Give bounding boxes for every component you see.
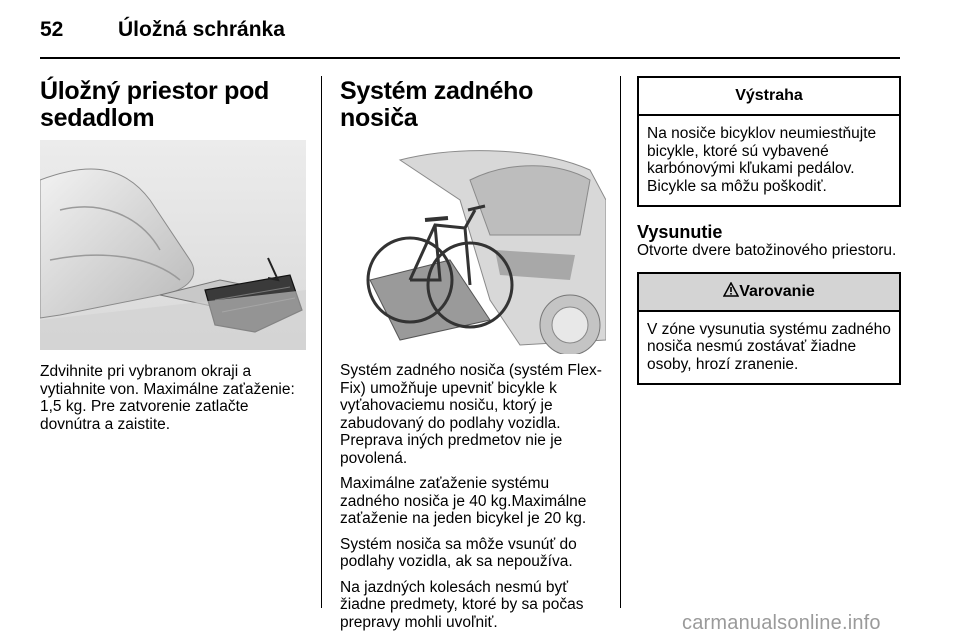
column-warnings (637, 76, 901, 385)
warning-box (637, 272, 901, 386)
chapter-title: Úložná schránka (118, 18, 285, 41)
header-rule (40, 57, 900, 59)
warning-header (639, 274, 899, 312)
column-divider-left (321, 76, 322, 608)
watermark-text: carmanualsonline.info (682, 612, 881, 634)
warning-triangle-icon (723, 282, 739, 297)
page-number: 52 (40, 18, 64, 41)
rear-bike-carrier-illustration (340, 140, 606, 354)
section-heading-rear-carrier: Systém zadného nosiča (340, 77, 534, 132)
caution-box (637, 76, 901, 207)
caution-title: Výstraha (639, 78, 899, 116)
section-heading-underseat: Úložný priestor pod sedadlom (40, 77, 270, 132)
column-divider-right (620, 76, 621, 608)
carrier-paragraph-3: Systém nosiča sa môže vsunúť do podlahy vozidla, ak sa nepoužíva. (340, 535, 577, 570)
warning-text: V zóne vysunutia systému zadného nosiča nesmú zostávať žiadne osoby, hrozí zranenie. (647, 320, 891, 373)
carrier-paragraph-2: Maximálne zaťaženie systému zadného nosiča je 40 kg.Maximálne zaťaženie na jeden bicykel je 20 kg. (340, 475, 587, 527)
column-rear-carrier (340, 78, 608, 639)
underseat-drawer-illustration (40, 140, 306, 350)
column-underseat-storage (40, 78, 308, 441)
underseat-instructions: Zdvihnite pri vybranom okraji a vytiahnite von. Maximálne zaťaženie: 1,5 kg. Pre zatvorenie zatlačte dovnútra a zaistite. (40, 363, 295, 433)
carrier-paragraph-1: Systém zadného nosiča (systém Flex-Fix) umožňuje upevniť bicykle k vyťahovaciemu nosiču, ktorý je zabudovaný do podlahy vozidla. Preprava iných predmetov nie je povolená. (340, 362, 602, 467)
warning-title: Varovanie (739, 282, 815, 300)
carrier-paragraph-4: Na jazdných kolesách nesmú byť žiadne predmety, ktoré by sa počas prepravy mohli uvoľniť. (340, 578, 584, 631)
extension-instructions: Otvorte dvere batožinového priestoru. (637, 242, 897, 259)
subheading-extension: Vysunutie (637, 222, 723, 242)
caution-text: Na nosiče bicyklov neumiestňujte bicykle, ktoré sú vybavené karbónovými kľukami pedálov. Bicykle sa môžu poškodiť. (647, 125, 877, 195)
